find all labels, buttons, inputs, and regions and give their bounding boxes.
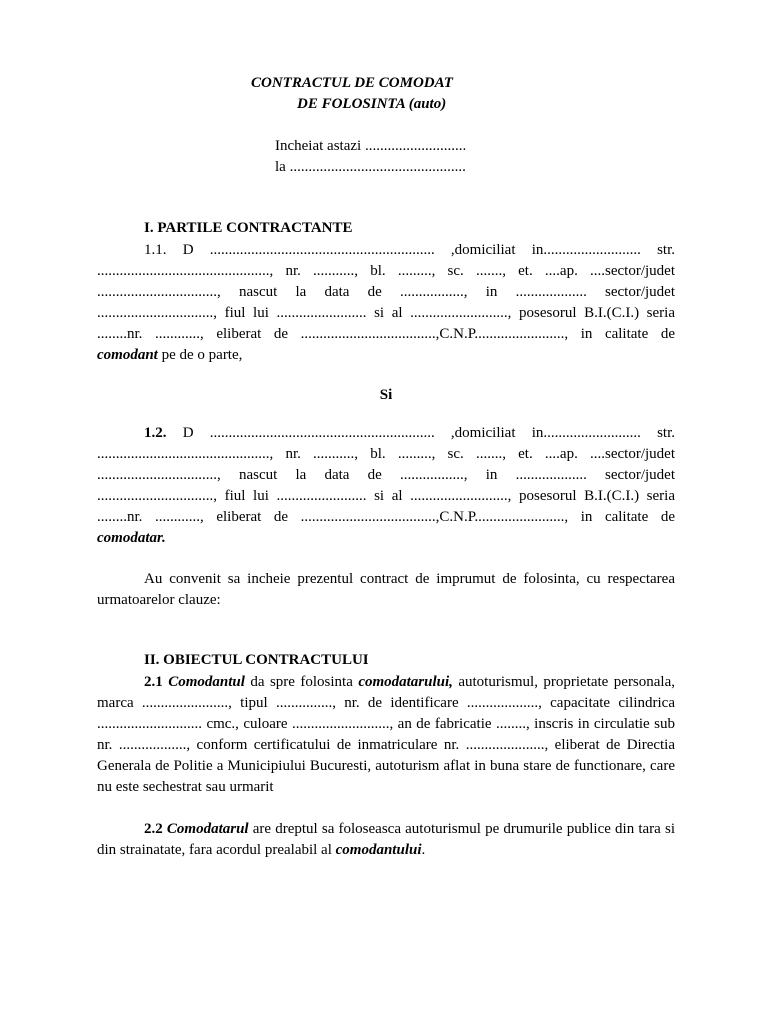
clause-2-1: 2.1 Comodantul da spre folosinta comodatarului, autoturismul, proprietate personala, marca ......................., tipul ..............., nr. de identificare ..................., capacitate cilindrica ............................ cmc., culoare .........................., an de fabricatie ........, inscris in circulatie sub nr. .................., conform certificatului de inmatriculare nr. ....................., eliberat de Directia Generala de Politie a Municipiului Bucuresti, autoturism aflat in buna stare de functionare, care nu este sechestrat sau urmarit <box>97 674 676 795</box>
clause-2-2: 2.2 Comodatarul are dreptul sa foloseasca autoturismul pe drumurile publice din tara si din strainatate, fara acordul prealabil al comodantului. <box>97 821 675 858</box>
section-heading-parties: I. PARTILE CONTRACTANTE <box>144 220 353 236</box>
place-line: la ............................................... <box>275 159 466 175</box>
section-heading-object: II. OBIECTUL CONTRACTULUI <box>144 652 369 668</box>
party-comodatar-paragraph: 1.2. D ............................................................ ,domiciliat in.......................... str. .............................................., nr. ..........., bl. ........., sc. ......., et. ....ap. ....sector/judet ................................, nascut la data de ................., in ................... sector/judet ..............................., fiul lui ........................ si al .........................., posesorul B.I.(C.I.) seria ........nr. ............, eliberat de ....................................,C.N.P........................, in calitate de comodatar. <box>97 425 675 546</box>
date-line: Incheiat astazi ........................... <box>275 138 467 154</box>
conjunction-si: Si <box>379 387 393 403</box>
contract-title: CONTRACTUL DE COMODAT <box>251 75 453 91</box>
party-comodant-paragraph: 1.1. D ............................................................ ,domiciliat in.......................... str. .............................................., nr. ..........., bl. ........., sc. ......., et. ....ap. ....sector/judet ................................, nascut la data de ................., in ................... sector/judet ..............................., fiul lui ........................ si al .........................., posesorul B.I.(C.I.) seria ........nr. ............, eliberat de ....................................,C.N.P........................, in calitate de comodant pe de o parte, <box>97 242 675 363</box>
contract-subtitle: DE FOLOSINTA (auto) <box>297 96 447 112</box>
agreement-paragraph: Au convenit sa incheie prezentul contract de imprumut de folosinta, cu respectarea urmatoarelor clauze: <box>97 571 675 608</box>
